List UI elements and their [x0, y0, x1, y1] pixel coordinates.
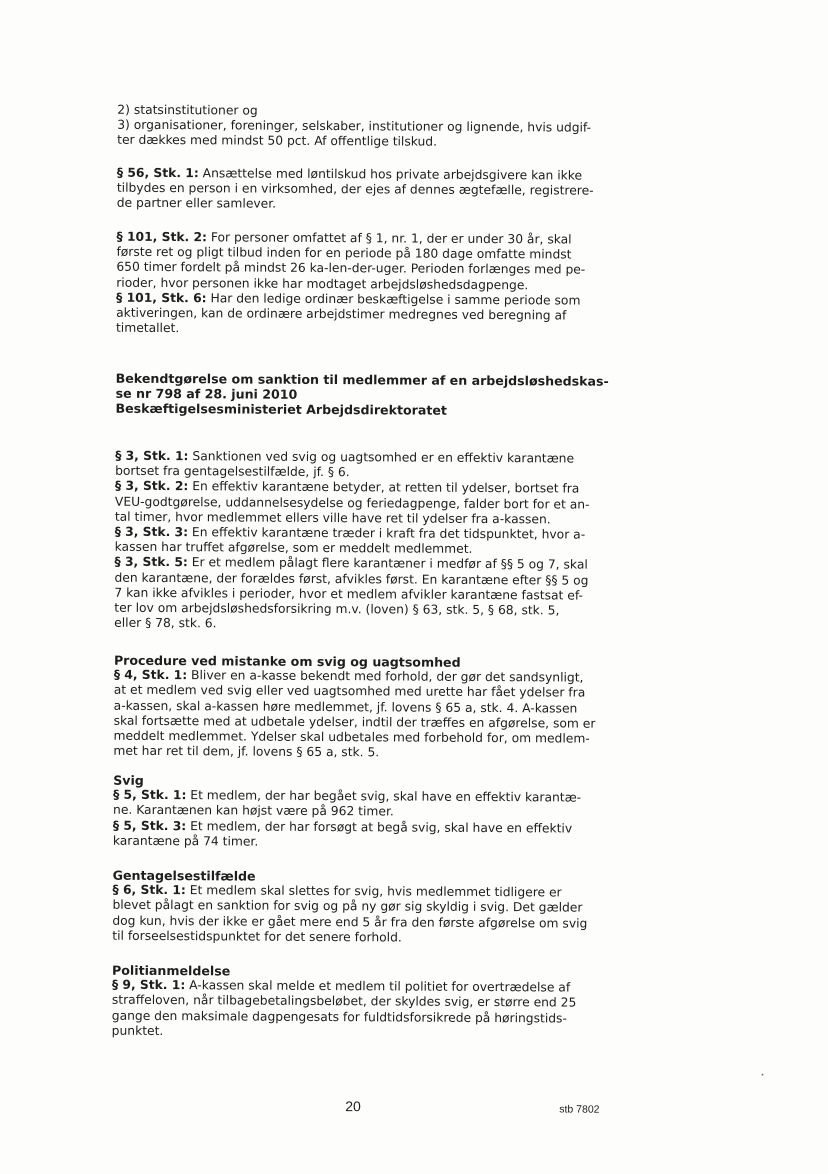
scan-speck — [761, 1074, 763, 1076]
text-line: Ansættelse med løntilskud hos private arbejdsgivere kan ikke — [198, 166, 583, 183]
title-line: Beskæftigelsesministeriet Arbejdsdirektoratet — [115, 401, 447, 419]
text-line: rioder, hvor personen ikke har modtaget arbejdsløshedsdagpenge. — [116, 275, 529, 292]
text-line: ter lov om arbejdsløshedsforsikring m.v. (loven) § 63, stk. 5, § 68, stk. 5, — [114, 600, 560, 618]
section-heading: Politianmeldelse — [112, 962, 231, 979]
text-line: blevet pålagt en sanktion for svig og på ny gør sig skyldig i svig. Det gælder — [112, 898, 583, 915]
text-line: En effektiv karantæne træder i kraft fra det tidspunktet, hvor a- — [187, 525, 586, 542]
paragraph-101 — [116, 230, 617, 339]
section-svig — [113, 773, 613, 852]
section-ref: § 6, Stk. 1: — [112, 882, 186, 898]
paragraph-56 — [117, 166, 617, 215]
text-line: karantæne på 74 timer. — [112, 833, 259, 849]
section-politi — [112, 963, 612, 1042]
text-line: første ret og pligt tilbud inden for en periode på 180 dage omfatte mindst — [116, 244, 572, 262]
text-line: A-kassen skal melde et medlem til politiet for overtrædelse af — [185, 978, 571, 995]
text-line: de partner eller samlever. — [116, 196, 277, 212]
section-3 — [114, 449, 615, 634]
list-item: 3) organisationer, foreninger, selskaber, institutioner og lignende, hvis udgif- — [117, 117, 592, 135]
text-line: Sanktionen ved svig og uagtsomhed er en effektiv karantæne — [188, 449, 575, 466]
text-line: straffeloven, når tilbagebetalingsbeløbet, der skyldes svig, er større end 25 — [111, 993, 577, 1010]
text-line: meddelt medlemmet. Ydelser skal udbetales med forbehold for, om medlem- — [113, 728, 590, 746]
list-item: 2) statsinstitutioner og — [117, 102, 258, 118]
text-line: 650 timer fordelt på mindst 26 ka-len-der-uger. Perioden forlænges med pe- — [116, 260, 586, 277]
text-line: Bliver en a-kasse bekendt med forhold, der gør det sandsynligt, — [187, 668, 584, 685]
text-line: ne. Karantænen kan højst være på 962 timer. — [113, 803, 394, 819]
section-ref: § 3, Stk. 5: — [114, 555, 188, 570]
section-ref: § 3, Stk. 2: — [114, 479, 189, 494]
text-line: En effektiv karantæne betyder, at retten til ydelser, bortset fra — [188, 479, 580, 496]
title-line: Bekendtgørelse om sanktion til medlemmer af en arbejdsløshedskas- — [115, 370, 609, 389]
title-line: se nr 798 af 28. juni 2010 — [115, 385, 298, 403]
text-line: dog kun, hvis der ikke er gået mere end 5 år fra den første afgørelse om svig — [112, 913, 588, 931]
text-line: kassen har truffet afgørelse, som er meddelt medlemmet. — [114, 539, 473, 557]
section-ref: § 3, Stk. 1: — [115, 448, 189, 464]
text-line: Et medlem, der har forsøgt at begå svig, skal have en effektiv — [186, 818, 573, 836]
text-line: aktiveringen, kan de ordinære arbejdstimer medregnes ved beregning af — [116, 305, 567, 323]
text-line: Har den ledige ordinær beskæftigelse i samme periode som — [206, 291, 581, 308]
document-code: stb 7802 — [559, 1103, 600, 1116]
section-ref: § 56, Stk. 1: — [116, 165, 199, 181]
section-heading: Svig — [113, 772, 144, 788]
document-title — [115, 371, 615, 420]
section-heading: Gentagelsestilfælde — [112, 867, 256, 884]
section-procedure — [113, 653, 614, 762]
text-line: bortset fra gentagelsestilfælde, jf. § 6. — [115, 463, 350, 480]
text-line: met har ret til dem, jf. lovens § 65 a, stk. 5. — [113, 743, 380, 760]
text-line: Er et medlem pålagt flere karantæner i medfør af §§ 5 og 7, skal — [187, 555, 588, 573]
text-line: 7 kan ikke afvikles i perioder, hvor et medlem afvikler karantæne fastsat ef- — [114, 585, 584, 603]
text-line: tal timer, hvor medlemmet ellers ville have ret til ydelser fra a-kassen. — [114, 509, 551, 527]
section-ref: § 4, Stk. 1: — [113, 667, 188, 683]
section-heading: Procedure ved mistanke om svig og uagtsomhed — [113, 652, 461, 670]
page-number: 20 — [345, 1098, 361, 1115]
text-line: VEU-godtgørelse, uddannelsesydelse og feriedagpenge, falder bort for et an- — [114, 494, 590, 512]
text-line: timetallet. — [115, 320, 180, 336]
text-line: at et medlem ved svig eller ved uagtsomhed med urette har fået ydelser fra — [113, 683, 586, 700]
section-ref: § 101, Stk. 6: — [116, 290, 207, 306]
section-ref: § 101, Stk. 2: — [116, 229, 207, 245]
section-ref: § 5, Stk. 1: — [113, 787, 187, 803]
text-line: a-kassen, skal a-kassen høre medlemmet, jf. lovens § 65 a, stk. 4. A-kassen — [113, 698, 578, 716]
text-line: Et medlem skal slettes for svig, hvis medlemmet tidligere er — [185, 883, 562, 900]
text-line: skal fortsætte med at udbetale ydelser, indtil der træffes en afgørelse, som er — [113, 713, 596, 731]
intro-list — [117, 103, 617, 152]
section-ref: § 5, Stk. 3: — [112, 818, 187, 833]
section-ref: § 9, Stk. 1: — [111, 977, 186, 993]
text-line: til forseelsestidspunktet for det senere forhold. — [112, 928, 402, 945]
text-line: tilbydes en person i en virksomhed, der ejes af dennes ægtefælle, registrere- — [116, 180, 594, 198]
list-item-continuation: ter dækkes med mindst 50 pct. Af offentlige tilskud. — [117, 133, 438, 150]
section-gentagelse — [112, 868, 612, 947]
text-line: Et medlem, der har begået svig, skal have en effektiv karantæ- — [186, 788, 582, 805]
text-line: den karantæne, der forældes først, afvikles først. En karantæne efter §§ 5 og — [114, 570, 589, 588]
text-line: punktet. — [111, 1023, 164, 1038]
text-line: eller § 78, stk. 6. — [114, 615, 217, 631]
text-line: gange den maksimale dagpengesats for fuldtidsforsikrede på høringstids- — [111, 1008, 567, 1026]
section-ref: § 3, Stk. 3: — [114, 524, 189, 540]
text-line: For personer omfattet af § 1, nr. 1, der er under 30 år, skal — [206, 230, 572, 247]
